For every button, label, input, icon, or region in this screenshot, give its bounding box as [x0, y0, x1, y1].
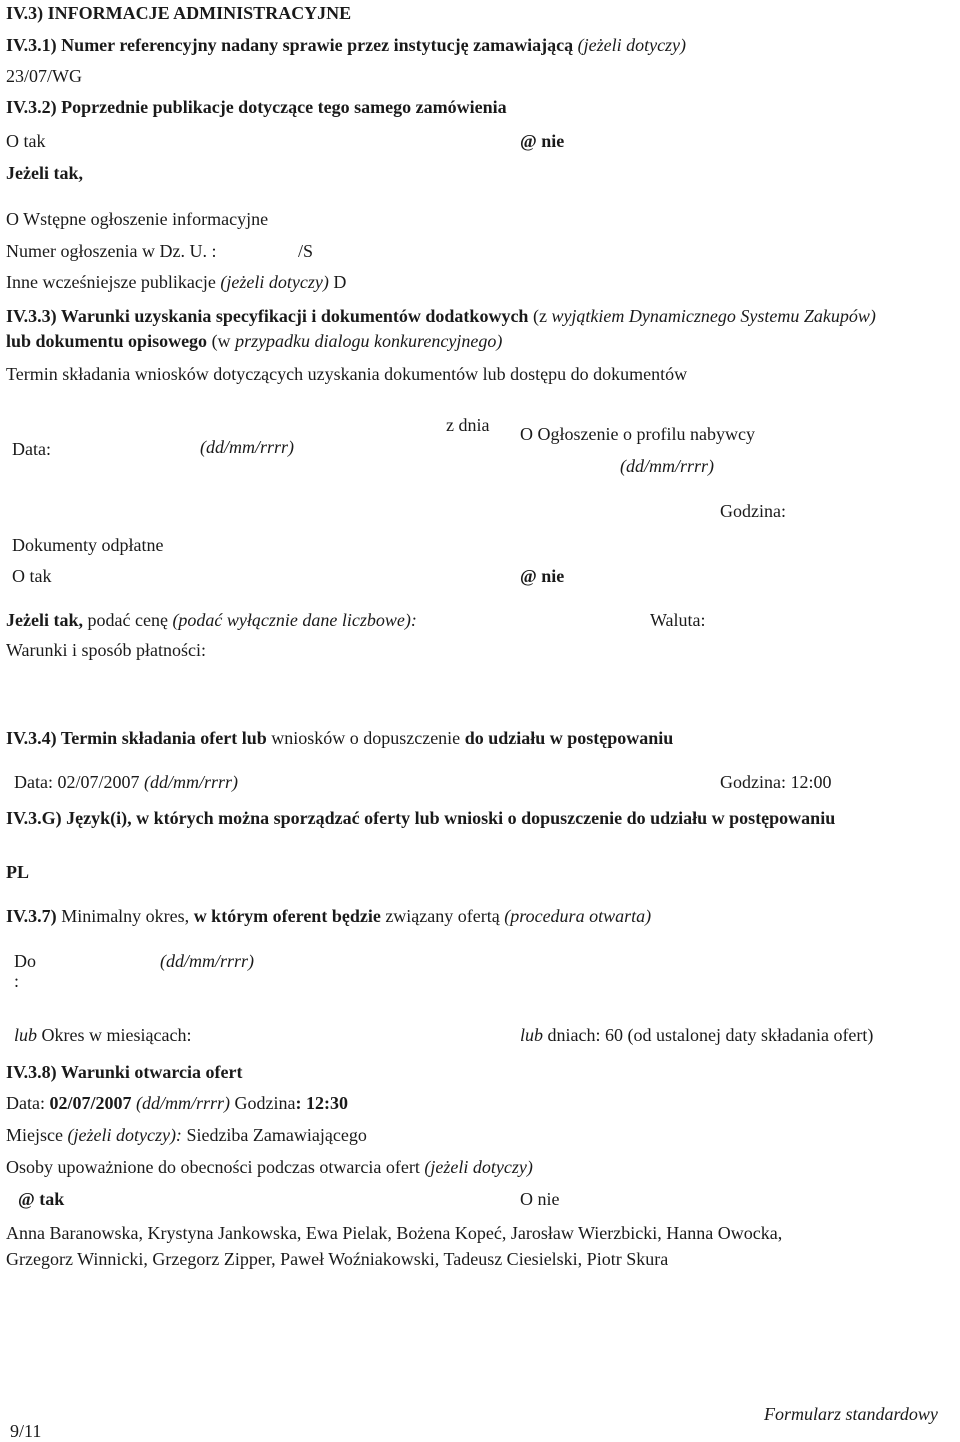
opening-date-format: (dd/mm/rrrr): [136, 1093, 231, 1113]
price-line: [6, 609, 417, 631]
opening-place-value: Siedziba Zamawiającego: [186, 1125, 367, 1145]
godzina-label: Godzina:: [720, 501, 786, 521]
deadline-date: [14, 771, 238, 793]
price-note: (podać wyłącznie dane liczbowe):: [172, 610, 417, 630]
other-publications-note: (jeżeli dotyczy): [220, 272, 329, 292]
deadline-title-a: IV.3.4) Termin składania ofert lub: [6, 728, 267, 748]
authorized-persons-label: Osoby upoważnione do obecności podczas otwarcia ofert: [6, 1157, 420, 1177]
min-period-title: [6, 905, 651, 927]
opening-place-note: (jeżeli dotyczy):: [67, 1125, 182, 1145]
paid-docs-option-tak[interactable]: O tak: [12, 566, 52, 586]
authorized-persons-note: (jeżeli dotyczy): [424, 1157, 533, 1177]
specs-title-italic2: przypadku dialogu konkurencyjnego): [235, 331, 503, 351]
authorized-names-line2: Grzegorz Winnicki, Grzegorz Zipper, Paweł Woźniakowski, Tadeusz Ciesielski, Piotr Skura: [6, 1249, 669, 1269]
opening-time-label: Godzina: [234, 1093, 296, 1113]
languages-title: IV.3.G) Język(i), w których można sporządzać oferty lub wnioski o dopuszczenie do udziału w postępowaniu: [6, 808, 836, 828]
price-label: podać cenę: [87, 610, 168, 630]
specs-title-italic: wyjątkiem Dynamicznego Systemu Zakupów): [551, 306, 876, 326]
opening-date-prefix: Data:: [6, 1093, 45, 1113]
other-publications: [6, 271, 346, 293]
specs-title-paren-w: (w: [211, 331, 231, 351]
deadline-time: Godzina: 12:00: [720, 772, 832, 792]
ref-number-heading: [6, 34, 686, 56]
months-lub: lub: [14, 1025, 38, 1045]
term-label: Termin składania wniosków dotyczących uzyskania dokumentów lub dostępu do dokumentów: [6, 364, 688, 384]
opening-date-line: [6, 1092, 348, 1114]
deadline-date-value: Data: 02/07/2007: [14, 772, 140, 792]
prior-pub-if-yes: Jeżeli tak,: [6, 163, 83, 183]
min-period-title-a: IV.3.7): [6, 906, 57, 926]
date-format: (dd/mm/rrrr): [200, 437, 295, 457]
authorized-option-tak[interactable]: @ tak: [18, 1189, 65, 1209]
profile-notice-option[interactable]: O Ogłoszenie o profilu nabywcy: [520, 424, 755, 444]
months-line: [14, 1024, 191, 1046]
authorized-names-line1: Anna Baranowska, Krystyna Jankowska, Ewa Pielak, Bożena Kopeć, Jarosław Wierzbicki, Hanna Owocka,: [6, 1223, 783, 1243]
other-publications-mark[interactable]: D: [333, 272, 347, 292]
prior-pub-option-tak[interactable]: O tak: [6, 131, 46, 151]
deadline-title: [6, 727, 673, 749]
ref-number-value: 23/07/WG: [6, 66, 82, 86]
languages-value: PL: [6, 862, 30, 882]
z-dnia-label: z dnia: [446, 415, 490, 435]
notice-number-suffix: /S: [298, 241, 314, 261]
ref-number-title: IV.3.1) Numer referencyjny nadany sprawie przez instytucję zamawiającą: [6, 35, 574, 55]
deadline-title-c: do udziału w postępowaniu: [464, 728, 674, 748]
specs-title-bold: IV.3.3) Warunki uzyskania specyfikacji i dokumentów dodatkowych: [6, 306, 529, 326]
deadline-date-format: (dd/mm/rrrr): [143, 772, 238, 792]
do-date-format: (dd/mm/rrrr): [160, 951, 255, 971]
min-period-title-e: (procedura otwarta): [504, 906, 652, 926]
profile-date-format: (dd/mm/rrrr): [620, 456, 715, 476]
specs-title-bold2: lub dokumentu opisowego: [6, 331, 208, 351]
paid-docs-label: Dokumenty odpłatne: [12, 535, 164, 555]
section-title: IV.3) INFORMACJE ADMINISTRACYJNE: [6, 3, 352, 23]
currency-label: Waluta:: [650, 610, 706, 630]
prior-info-option[interactable]: O Wstępne ogłoszenie informacyjne: [6, 209, 269, 229]
days-line: [520, 1024, 873, 1046]
price-if-yes: Jeżeli tak,: [6, 610, 83, 630]
page-number: 9/11: [10, 1421, 42, 1441]
do-colon: :: [14, 971, 20, 991]
notice-number-label: Numer ogłoszenia w Dz. U. :: [6, 241, 217, 261]
paid-docs-option-nie[interactable]: @ nie: [520, 566, 565, 586]
do-label: Do: [14, 951, 36, 971]
opening-place-label: Miejsce: [6, 1125, 63, 1145]
authorized-option-nie[interactable]: O nie: [520, 1189, 560, 1209]
specs-title-line2: [6, 330, 502, 352]
months-label: Okres w miesiącach:: [41, 1025, 192, 1045]
deadline-title-b: wniosków o dopuszczenie: [271, 728, 461, 748]
min-period-title-c: w którym oferent będzie: [193, 906, 381, 926]
specs-title-paren: (z: [532, 306, 547, 326]
data-label: Data:: [12, 439, 51, 459]
opening-date-value: 02/07/2007: [49, 1093, 132, 1113]
prior-pub-title: IV.3.2) Poprzednie publikacje dotyczące tego samego zamówienia: [6, 97, 507, 117]
form-label: Formularz standardowy: [764, 1404, 938, 1424]
authorized-persons-line: [6, 1156, 533, 1178]
min-period-title-b: Minimalny okres,: [61, 906, 190, 926]
opening-place-line: [6, 1124, 367, 1146]
other-publications-label: Inne wcześniejsze publikacje: [6, 272, 216, 292]
days-label: dniach: 60 (od ustalonej daty składania ofert): [547, 1025, 874, 1045]
min-period-title-d: związany ofertą: [385, 906, 500, 926]
opening-time-value: : 12:30: [295, 1093, 348, 1113]
ref-number-note: (jeżeli dotyczy): [577, 35, 687, 55]
payment-terms-label: Warunki i sposób płatności:: [6, 640, 207, 660]
days-lub: lub: [520, 1025, 544, 1045]
opening-title: IV.3.8) Warunki otwarcia ofert: [6, 1062, 243, 1082]
specs-title-line1: [6, 305, 876, 327]
prior-pub-option-nie[interactable]: @ nie: [520, 131, 565, 151]
